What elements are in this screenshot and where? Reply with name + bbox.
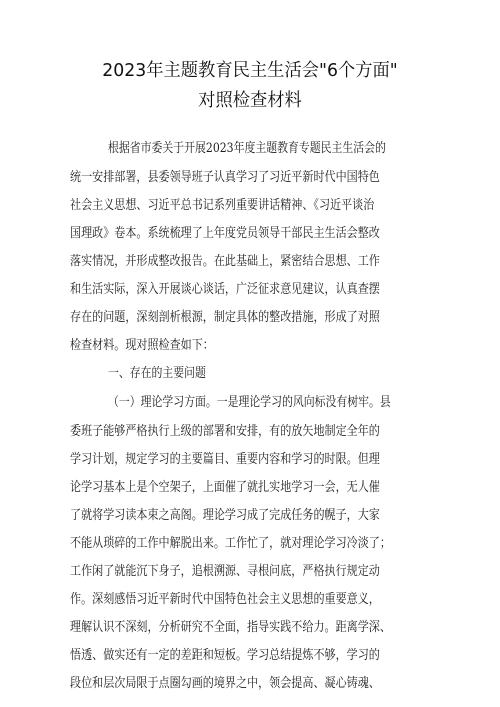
body-text: 作。深刻感悟习近平新时代中国特色社会主义思想的重要意义， xyxy=(70,592,380,607)
body-line-10 xyxy=(0,394,500,411)
body-line-5 xyxy=(0,253,500,270)
body-line-18 xyxy=(0,619,500,636)
body-text: 落实情况，并形成整改报告。在此基础上，紧密结合思想、工作 xyxy=(70,254,380,269)
body-line-16 xyxy=(0,563,500,580)
body-text: 社会主义思想、习近平总书记系列重要讲话精神、《习近平谈治 xyxy=(70,198,375,213)
body-text: 学习计划，规定学习的主要篇目、重要内容和学习的时限。但理 xyxy=(70,452,380,467)
body-line-20 xyxy=(0,675,500,692)
body-text: 检查材料。现对照检查如下： xyxy=(70,338,214,353)
section-heading-text: 一、存在的主要问题 xyxy=(108,366,206,381)
body-line-6 xyxy=(0,281,500,298)
body-line-17 xyxy=(0,591,500,608)
body-text: （一）理论学习方面。一是理论学习的风向标没有树牢。县 xyxy=(108,395,391,410)
body-text: 了就将学习读本束之高阁。理论学习成了完成任务的幌子，大家 xyxy=(70,508,380,523)
body-line-3 xyxy=(0,197,500,214)
body-line-14 xyxy=(0,507,500,524)
body-text: 悟透、做实还有一定的差距和短板。学习总结提炼不够，学习的 xyxy=(70,648,380,663)
body-text: 工作闲了就能沉下身子，追根溯源、寻根问底，严格执行规定动 xyxy=(70,564,380,579)
body-text: 不能从琐碎的工作中解脱出来。工作忙了，就对理论学习冷淡了； xyxy=(70,536,391,551)
body-text: 论学习基本上是个空架子，上面催了就扎实地学习一会，无人催 xyxy=(70,480,380,495)
section-heading xyxy=(0,365,500,382)
body-line-2 xyxy=(0,169,500,186)
body-text: 根据省市委关于开展2023年度主题教育专题民主生活会的 xyxy=(108,141,386,156)
document-title-line-1: 2023年主题教育民主生活会"6个方面" xyxy=(102,60,398,81)
body-line-7 xyxy=(0,309,500,326)
body-text: 和生活实际，深入开展谈心谈话，广泛征求意见建议，认真查摆 xyxy=(70,282,380,297)
body-text: 委班子能够严格执行上级的部署和安排，有的放矢地制定全年的 xyxy=(70,424,380,439)
body-line-12 xyxy=(0,451,500,468)
body-line-4 xyxy=(0,225,500,242)
body-line-13 xyxy=(0,479,500,496)
body-text: 统一安排部署，县委领导班子认真学习了习近平新时代中国特色 xyxy=(70,170,380,185)
body-text: 国理政》卷本。系统梳理了上年度党员领导干部民主生活会整改 xyxy=(70,226,380,241)
body-text: 理解认识不深刻，分析研究不全面，指导实践不给力。距离学深、 xyxy=(70,620,391,635)
body-line-11 xyxy=(0,423,500,440)
body-text: 段位和层次局限于点圈勾画的境界之中，领会提高、凝心铸魂、 xyxy=(70,676,380,691)
body-line-19 xyxy=(0,647,500,664)
body-text: 存在的问题，深刻剖析根源，制定具体的整改措施，形成了对照 xyxy=(70,310,380,325)
body-line-15 xyxy=(0,535,500,552)
body-line-1 xyxy=(0,140,500,157)
body-line-8 xyxy=(0,337,500,354)
document-title-line-2: 对照检查材料 xyxy=(198,90,302,111)
